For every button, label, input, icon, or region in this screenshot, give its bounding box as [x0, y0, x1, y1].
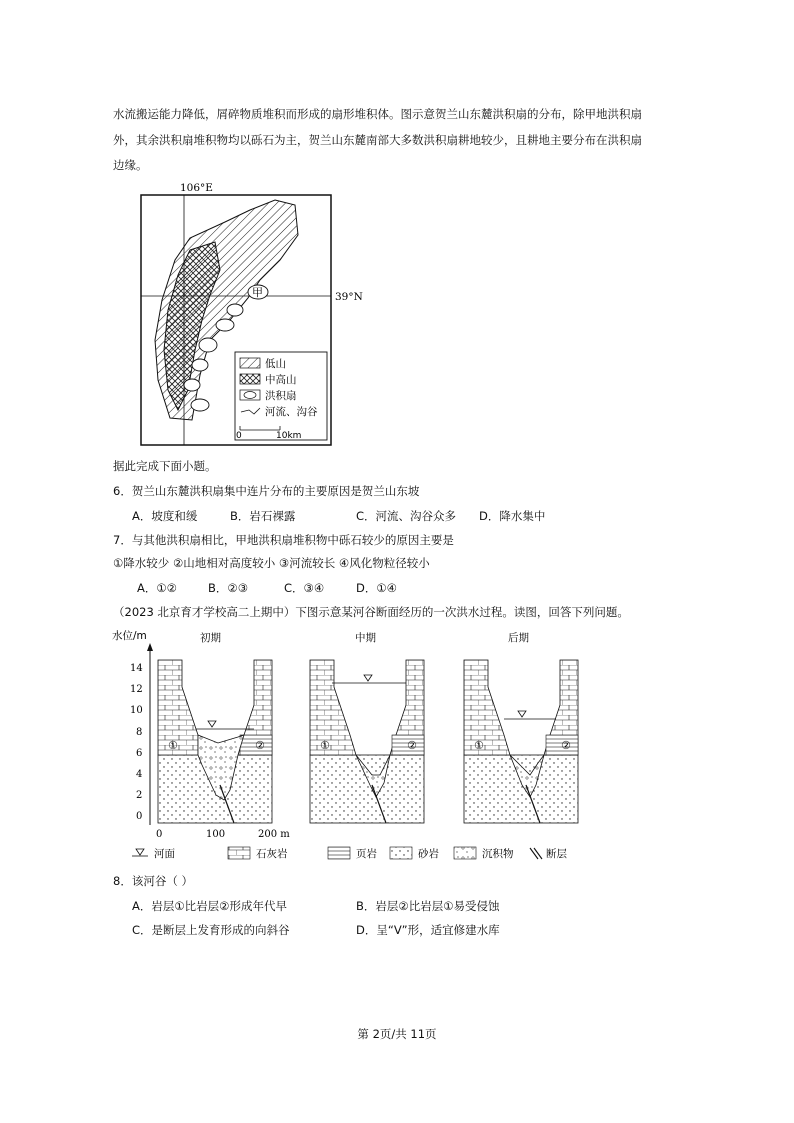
legend-river: 河流、沟谷 [265, 406, 318, 418]
q7-stem: 7．与其他洪积扇相比，甲地洪积扇堆积物中砾石较少的原因主要是 [113, 533, 454, 547]
intro-line-1: 水流搬运能力降低，屑碎物质堆积而形成的扇形堆积体。图示意贺兰山东麓洪积扇的分布，除甲地洪积扇 [113, 107, 642, 121]
intro-line-2: 外，其余洪积扇堆积物均以砾石为主，贺兰山东麓南部大多数洪积扇耕地较少，且耕地主要分布在洪积扇 [113, 133, 642, 147]
legend-mid-high: 中高山 [265, 374, 297, 386]
place-jia-label: 甲 [252, 286, 263, 299]
legend-fault-icon [530, 848, 542, 859]
section-panel-early [158, 660, 272, 823]
section-panel-late [464, 660, 578, 823]
q6-option-d: D．降水集中 [479, 509, 546, 523]
q8-option-b: B．岩层②比岩层①易受侵蚀 [356, 899, 500, 913]
q8-option-c: C．是断层上发育形成的向斜谷 [132, 923, 290, 937]
x-tick-200: 200 m [258, 829, 290, 840]
q8-intro: （2023 北京育才学校高二上期中）下图示意某河谷断面经历的一次洪水过程。读图，回答下列问题。 [113, 605, 629, 619]
q6-option-b: B．岩石裸露 [230, 509, 296, 523]
section-panel-middle [310, 660, 424, 823]
legend-fan: 洪积扇 [265, 390, 297, 402]
y-tick-14: 14 [130, 663, 143, 674]
x-tick-0: 0 [156, 829, 163, 840]
panel-title-late: 后期 [508, 632, 529, 644]
legend-shale: 页岩 [356, 848, 377, 860]
q7-option-a: A．①② [137, 581, 177, 595]
legend-sediment-icon [454, 847, 476, 859]
marker-1-late: ① [474, 739, 484, 752]
y-tick-6: 6 [136, 748, 143, 759]
instruction-text: 据此完成下面小题。 [113, 459, 217, 473]
y-tick-8: 8 [136, 727, 143, 738]
legend-fault: 断层 [546, 848, 567, 860]
legend-sediment: 沉积物 [482, 848, 514, 860]
section-legend [132, 847, 567, 860]
q7-choices: ①降水较少 ②山地相对高度较小 ③河流较长 ④风化物粒径较小 [113, 556, 430, 570]
q6-option-a: A．坡度和缓 [132, 509, 198, 523]
legend-water-icon [136, 849, 144, 855]
y-axis-label: 水位/m [112, 630, 147, 642]
marker-2: ② [255, 739, 265, 752]
y-tick-0: 0 [136, 811, 143, 822]
y-tick-12: 12 [130, 684, 143, 695]
scale-start: 0 [236, 431, 242, 441]
legend-limestone: 石灰岩 [256, 848, 288, 860]
panel-title-middle: 中期 [355, 632, 376, 644]
y-tick-10: 10 [130, 705, 143, 716]
legend-sandstone-icon [390, 847, 412, 859]
river-valley-section-figure [110, 625, 670, 865]
y-tick-4: 4 [136, 769, 143, 780]
q8-option-d: D．呈“V”形，适宜修建水库 [356, 923, 500, 937]
q6-stem: 6．贺兰山东麓洪积扇集中连片分布的主要原因是贺兰山东坡 [113, 484, 420, 498]
y-tick-2: 2 [136, 790, 143, 801]
q7-option-c: C．③④ [284, 581, 325, 595]
x-tick-100: 100 [206, 829, 226, 840]
legend-limestone-icon [228, 847, 250, 859]
q8-option-a: A．岩层①比岩层②形成年代早 [132, 899, 287, 913]
q7-option-d: D．①④ [356, 581, 397, 595]
q8-stem: 8．该河谷（ ） [113, 874, 193, 888]
page-footer: 第 2页/共 11页 [357, 1027, 437, 1041]
fan-distribution-map [130, 180, 363, 448]
legend-mid-high-icon [240, 374, 260, 384]
panel-title-early: 初期 [200, 632, 221, 644]
marker-1: ① [168, 739, 178, 752]
intro-line-3: 边缘。 [113, 158, 148, 172]
legend-low-mountain-icon [240, 358, 260, 368]
marker-1-middle: ① [320, 739, 330, 752]
latitude-label: 39°N [335, 291, 363, 303]
marker-2-middle: ② [407, 739, 417, 752]
legend-sandstone: 砂岩 [418, 848, 439, 860]
legend-low-mountain: 低山 [265, 358, 286, 370]
q7-option-b: B．②③ [208, 581, 249, 595]
marker-2-late: ② [561, 739, 571, 752]
legend-shale-icon [328, 847, 350, 859]
q6-option-c: C．河流、沟谷众多 [356, 509, 457, 523]
scale-end: 10km [276, 431, 302, 441]
legend-water: 河面 [154, 848, 175, 860]
longitude-label: 106°E [180, 182, 213, 194]
